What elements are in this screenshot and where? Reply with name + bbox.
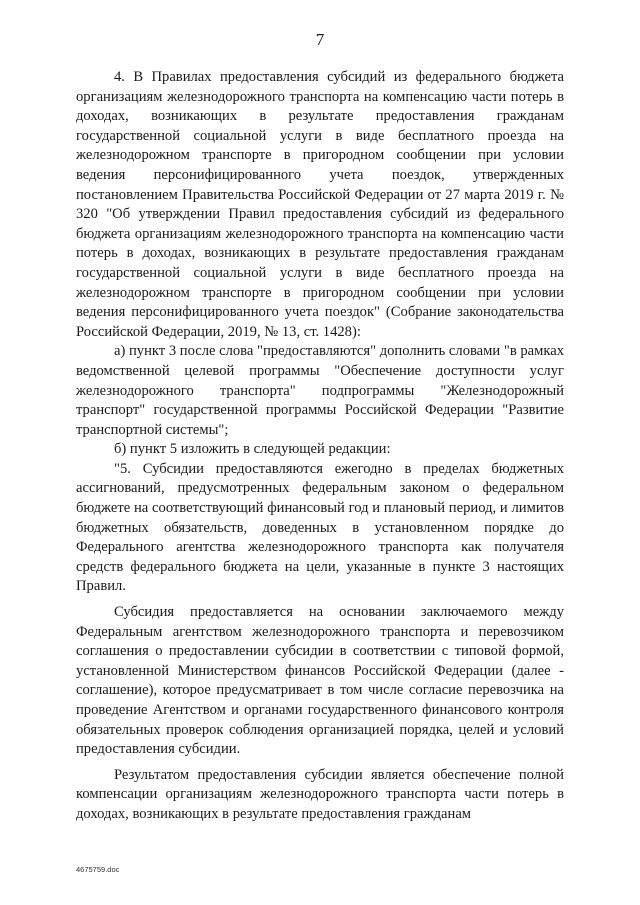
paragraph-point-5: "5. Субсидии предоставляются ежегодно в пределах бюджетных ассигнований, предусмотренных федеральным законом о федеральном бюджете на соответствующий финансовый год и плановый период, и лимитов бюджетных обязательств, доведенных в установленном порядке до Федерального агентства железнодорожного транспорта как получателя средств федерального бюджета на цели, указанные в пункте 3 настоящих Правил. [76,460,564,595]
paragraph-subitem-b: б) пункт 5 изложить в следующей редакции: [114,441,391,458]
paragraph-subitem-a: а) пункт 3 после слова "предоставляются" дополнить словами "в рамках ведомственной целевой программы "Обеспечение доступности услуг железнодорожного транспорта" подпрограммы "Железнодорожный транспорт" государственной программы Российской Федерации "Развитие транспортной системы"; [76,343,565,438]
paragraph-item-4: 4. В Правилах предоставления субсидий из федерального бюджета организациям железнодорожного транспорта на компенсацию части потерь в доходах, возникающих в результате предоставления гражданам государственной социальной услуги в виде бесплатного проезда на железнодорожном транспорте в пригородном сообщении при условии ведения персонифицированного учета поездок, утвержденных постановлением Правительства Российской Федерации от 27 марта 2019 г. № 320 "Об утверждении Правил предоставления субсидий из федерального бюджета организациям железнодорожного транспорта на компенсацию части потерь в доходах, возникающих в результате предоставления гражданам государственной социальной услуги в виде бесплатного проезда на железнодорожном транспорте в пригородном сообщении при условии ведения персонифицированного учета поездок" (Собрание законодательства Российской Федерации, 2019, № 13, ст. 1428): [76,69,564,340]
page-number: 7 [315,30,325,49]
paragraph-subsidy-result: Результатом предоставления субсидии является обеспечение полной компенсации организациям железнодорожного транспорта части потерь в доходах, возникающих в результате предоставления гражданам [76,766,564,822]
document-body [76,68,564,825]
paragraph-subsidy-agreement: Субсидия предоставляется на основании заключаемого между Федеральным агентством железнодорожного транспорта и перевозчиком соглашения о предоставлении субсидии в соответствии с типовой формой, установленной Министерством финансов Российской Федерации (далее - соглашение), которое предусматривает в том числе согласие перевозчика на проведение Агентством и органами государственного финансового контроля обязательных проверок соблюдения организацией порядка, целей и условий предоставления субсидии. [76,604,564,758]
document-code: 4675759.doc [76,865,120,874]
